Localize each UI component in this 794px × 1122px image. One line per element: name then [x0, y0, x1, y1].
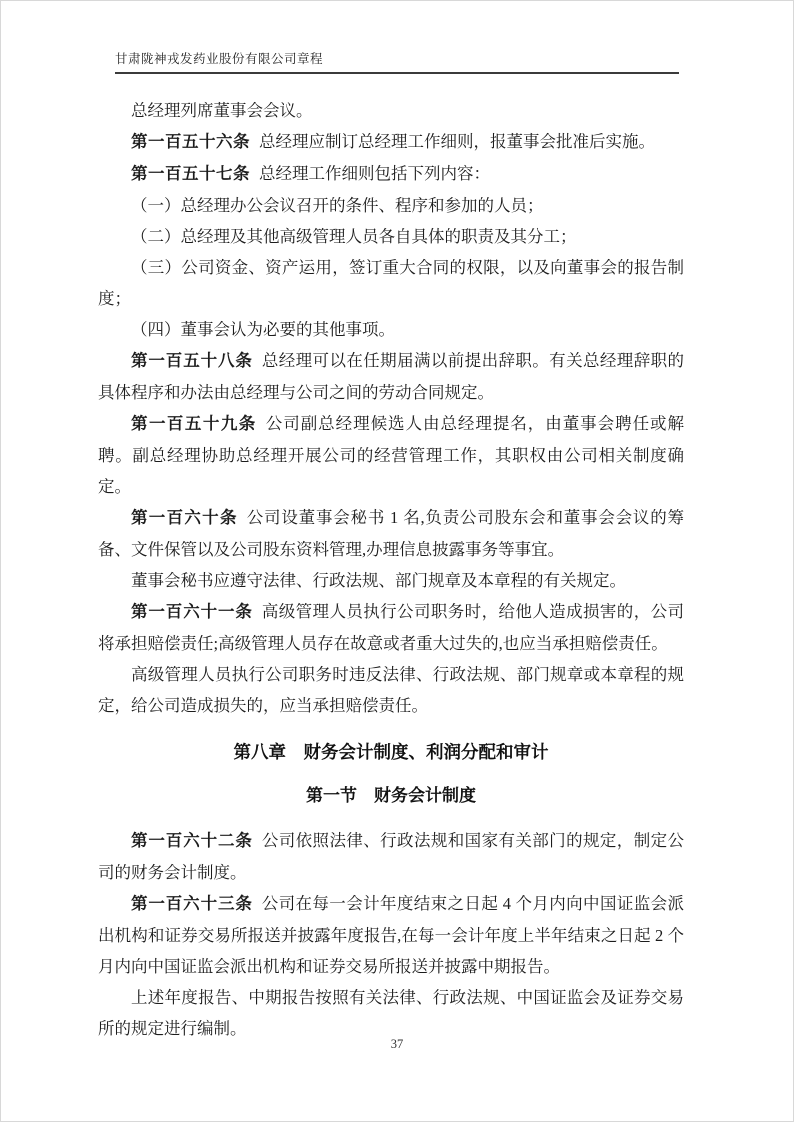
- document-body: [98, 95, 684, 1044]
- paragraph-text: （三）公司资金、资产运用，签订重大合同的权限，以及向董事会的报告制度；: [98, 258, 684, 308]
- paragraph: [98, 659, 684, 721]
- article-number: 第一百五十八条: [131, 352, 253, 370]
- paragraph: [98, 982, 684, 1044]
- page-header: [115, 51, 679, 74]
- document-header-title: 甘肃陇神戎发药业股份有限公司章程: [115, 52, 324, 66]
- paragraph-text: （一）总经理办公会议召开的条件、程序和参加的人员；: [131, 196, 544, 215]
- section-heading: 第一节 财务会计制度: [306, 786, 476, 805]
- paragraph: [98, 408, 684, 502]
- paragraph: [98, 345, 684, 408]
- page-footer: [1, 1037, 793, 1052]
- list-item: [98, 314, 684, 345]
- article-number: 第一百五十七条: [131, 165, 250, 183]
- paragraph: [98, 158, 684, 190]
- paragraph-text: （四）董事会认为必要的其他事项。: [131, 320, 395, 339]
- paragraph-text: 公司在每一会计年度结束之日起 4 个月内向中国证监会派出机构和证券交易所报送并披露年度报告,在每一会计年度上半年结束之日起 2 个月内向中国证监会派出机构和证券交易所报送并披露中期报告。: [98, 894, 684, 976]
- paragraph: [98, 95, 684, 126]
- paragraph-text: 高级管理人员执行公司职务时违反法律、行政法规、部门规章或本章程的规定，给公司造成损失的，应当承担赔偿责任。: [98, 665, 684, 715]
- paragraph: [98, 565, 684, 596]
- paragraph-text: 公司副总经理候选人由总经理提名，由董事会聘任或解聘。副总经理协助总经理开展公司的经营管理工作，其职权由公司相关制度确定。: [98, 414, 685, 496]
- article-number: 第一百五十六条: [131, 133, 250, 151]
- paragraph: [98, 825, 684, 888]
- paragraph-text: 上述年度报告、中期报告按照有关法律、行政法规、中国证监会及证券交易所的规定进行编制。: [98, 988, 684, 1038]
- article-number: 第一百六十三条: [131, 895, 253, 913]
- paragraph-text: 董事会秘书应遵守法律、行政法规、部门规章及本章程的有关规定。: [131, 571, 626, 590]
- article-number: 第一百五十九条: [131, 415, 257, 433]
- article-number: 第一百六十条: [131, 509, 238, 527]
- article-number: 第一百六十二条: [131, 832, 253, 850]
- list-item: [98, 190, 684, 221]
- paragraph-text: 总经理工作细则包括下列内容：: [259, 164, 490, 183]
- paragraph-text: 公司设董事会秘书 1 名,负责公司股东会和董事会会议的筹备、文件保管以及公司股东资料管理,办理信息披露事务等事宜。: [98, 508, 685, 559]
- paragraph: [98, 596, 684, 659]
- paragraph-text: 公司依照法律、行政法规和国家有关部门的规定，制定公司的财务会计制度。: [98, 831, 685, 882]
- page-number: 37: [390, 1037, 404, 1051]
- chapter-heading: 第八章 财务会计制度、利润分配和审计: [233, 742, 549, 762]
- paragraph: [98, 502, 684, 565]
- paragraph-text: 总经理可以在任期届满以前提出辞职。有关总经理辞职的具体程序和办法由总经理与公司之间的劳动合同规定。: [98, 351, 685, 402]
- list-item: [98, 252, 684, 314]
- paragraph: [98, 888, 684, 982]
- list-item: [98, 221, 684, 252]
- paragraph-text: （二）总经理及其他高级管理人员各自具体的职责及其分工；: [131, 227, 577, 246]
- paragraph-text: 总经理列席董事会会议。: [131, 101, 313, 120]
- paragraph-text: 高级管理人员执行公司职务时，给他人造成损害的，公司将承担赔偿责任;高级管理人员存在故意或者重大过失的,也应当承担赔偿责任。: [98, 602, 685, 653]
- article-number: 第一百六十一条: [131, 603, 253, 621]
- paragraph: [98, 126, 684, 158]
- paragraph-text: 总经理应制订总经理工作细则，报董事会批准后实施。: [259, 132, 655, 151]
